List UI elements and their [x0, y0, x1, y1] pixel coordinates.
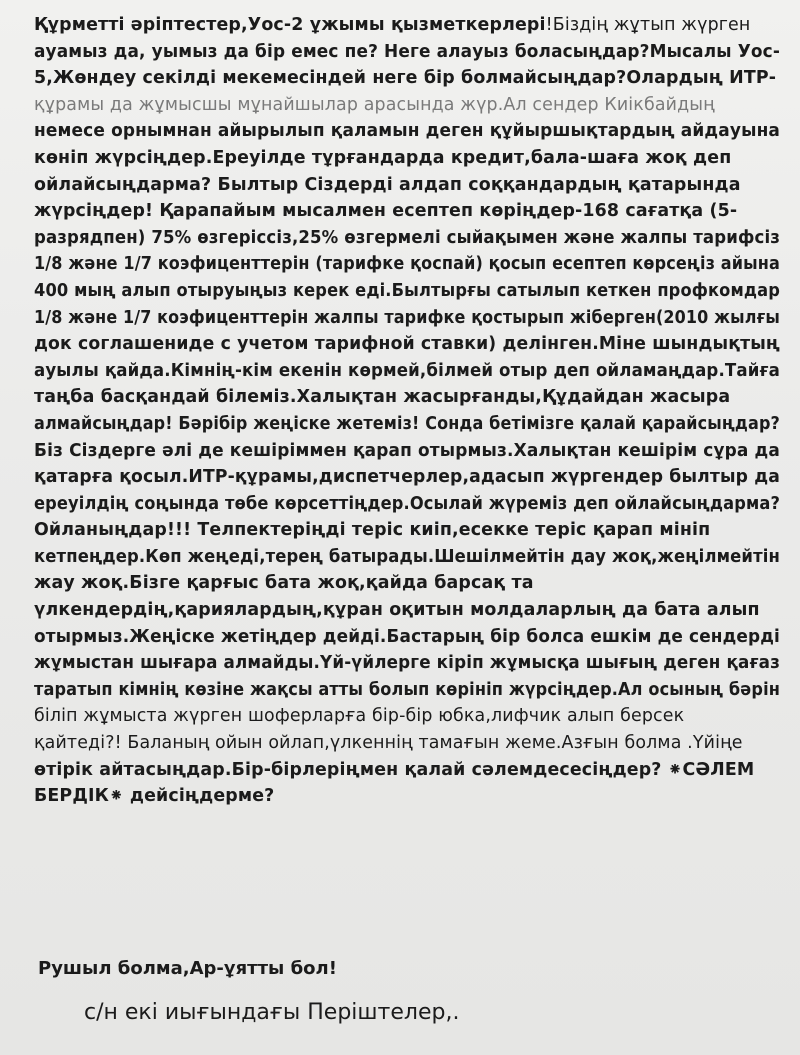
letter-line: жүрсіңдер! Қарапайым мысалмен есептеп көріңдер-168 сағатқа (5- [34, 201, 738, 222]
letter-line: БЕРДІК⁕ дейсіңдерме? [34, 786, 275, 807]
letter-line: таратып кімнің көзіне жақсы атты болып көрініп жүрсіңдер.Ал осының бәрін [34, 679, 781, 700]
letter-line: 400 мың алып отыруыңыз керек еді.Былтырғы сатылып кеткен профкомдар [34, 280, 781, 301]
letter-line: Ойланыңдар!!! Телпектеріңді теріс киіп,есекке теріс қарап мініп [34, 520, 711, 541]
letter-line: құрамы да жұмысшы мұнайшылар арасында жүр.Ал сендер Киікбайдың [34, 94, 715, 115]
letter-line: көніп жүрсіңдер.Ереуілде тұрғандарда кредит,бала-шаға жоқ деп [34, 147, 732, 168]
letter-line: немесе орнымнан айырылып қаламын деген құйыршықтардың айдауына [34, 121, 781, 142]
letter-greeting-rest: !Біздің жұтып жүрген [545, 15, 751, 35]
letter-line: жұмыстан шығара алмайды.Үй-үйлерге кіріп жұмысқа шығың деген қағаз [34, 653, 781, 674]
letter-line: ереуілдің соңында төбе көрсеттіңдер.Осылай жүреміз деп ойлайсыңдарма? [34, 493, 781, 514]
letter-line: разрядпен) 75% өзгеріссіз,25% өзгермелі сыйақымен және жалпы тарифсіз [34, 227, 781, 248]
letter-line: 1/8 және 1/7 коэфиценттерін жалпы тарифке қостырып жіберген(2010 жылғы [34, 307, 780, 328]
letter-closing: Рушыл болма,Ар-ұятты бол! [38, 958, 337, 979]
letter-body [34, 12, 780, 810]
letter-line: ауамыз да, уымыз да бір емес пе? Неге алауыз боласыңдар?Мысалы Уос- [34, 41, 781, 62]
letter-line: алмайсыңдар! Бәрібір жеңіске жетеміз! Сонда бетімізге қалай қарайсыңдар? [34, 413, 780, 434]
letter-line: кетпеңдер.Көп жеңеді,терең батырады.Шешілмейтін дау жоқ,жеңілмейтін [34, 546, 780, 567]
letter-line: өтірік айтасыңдар.Бір-бірлеріңмен қалай сәлемдесесіңдер? ⁕СӘЛЕМ [34, 759, 755, 780]
letter-line: таңба басқандай білеміз.Халықтан жасырғанды,Құдайдан жасыра [34, 387, 731, 408]
letter-line: қайтеді?! Баланың ойын ойлап,үлкеннің тамағын жеме.Азғын болма .Үйіңе [34, 733, 743, 754]
letter-line: 1/8 және 1/7 коэфиценттерін (тарифке қоспай) қосып есептеп көрсеңіз айына [34, 254, 780, 275]
letter-line: ойлайсыңдарма? Былтыр Сіздерді алдап соққандардың қатарында [34, 174, 741, 195]
letter-line: отырмыз.Жеңіске жетіңдер дейді.Бастарың бір болса ешкім де сендерді [34, 626, 781, 647]
letter-greeting-line [34, 12, 780, 39]
letter-line: біліп жұмыста жүрген шоферларға бір-бір юбка,лифчик алып берсек [34, 706, 685, 727]
letter-signature: с/н екі иығындағы Періштелер,. [84, 1000, 460, 1025]
letter-line: ауылы қайда.Кімнің-кім екенін көрмей,білмей отыр деп ойламаңдар.Тайға [34, 360, 780, 381]
letter-line: үлкендердің,қариялардың,құран оқитын молдаларлың да бата алып [34, 600, 760, 621]
letter-line: док соглашениде с учетом тарифной ставки) делінген.Міне шындықтың [34, 334, 780, 355]
letter-line: қатарға қосыл.ИТР-құрамы,диспетчерлер,адасып жүргендер былтыр да [34, 467, 781, 488]
letter-greeting: Құрметті әріптестер,Уос-2 ұжымы қызметкерлері [34, 15, 546, 35]
letter-line: жау жоқ.Бізге қарғыс бата жоқ,қайда барсақ та [34, 573, 534, 594]
letter-line: 5,Жөндеу секілді мекемесіндей неге бір болмайсыңдар?Олардың ИТР- [34, 68, 777, 89]
letter-line: Біз Сіздерге әлі де кешіріммен қарап отырмыз.Халықтан кешірім сұра да [34, 440, 780, 461]
